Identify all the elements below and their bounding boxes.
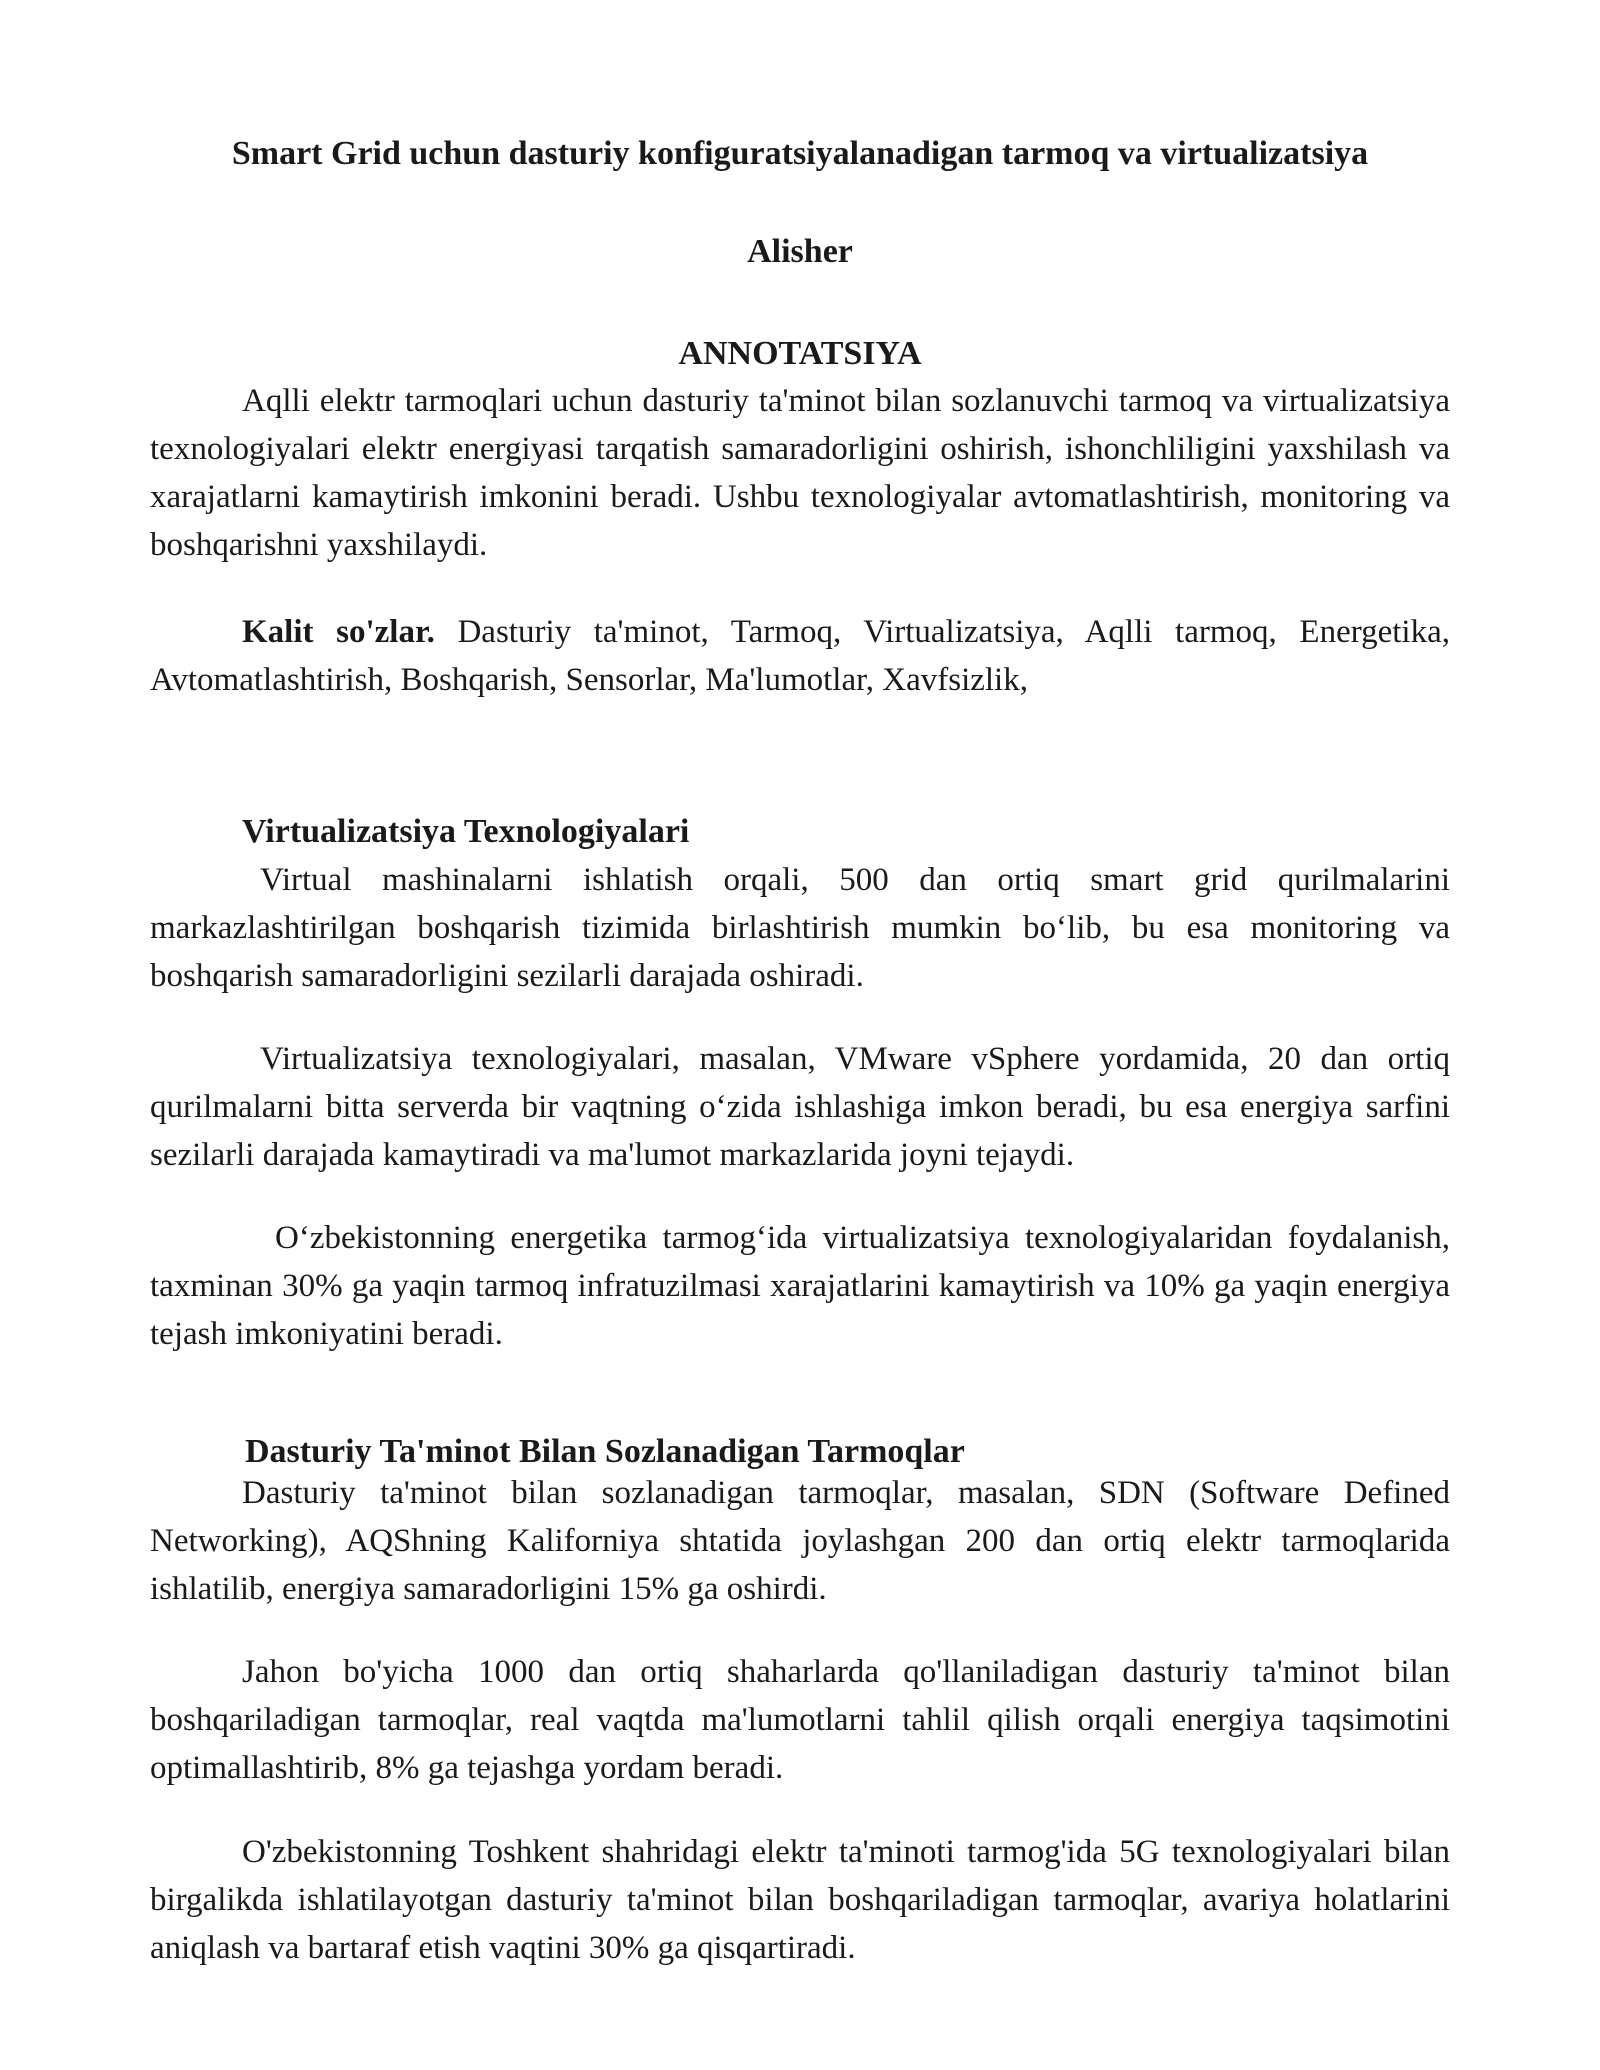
keywords-label: Kalit so'zlar. bbox=[242, 614, 435, 650]
keywords-paragraph bbox=[150, 608, 1450, 704]
paper-title: Smart Grid uchun dasturiy konfiguratsiyalanadigan tarmoq va virtualizatsiya bbox=[231, 135, 1369, 172]
section-paragraph: Virtualizatsiya texnologiyalari, masalan, VMware vSphere yordamida, 20 dan ortiq qurilmalarni bitta serverda bir vaqtning o‘zida ishlashiga imkon beradi, bu esa energiya sarfini sezilarli darajada kamaytiradi va ma'lumot markazlarida joyni tejaydi. bbox=[150, 1041, 1450, 1173]
section-paragraph: Jahon bo'yicha 1000 dan ortiq shaharlarda qo'llaniladigan dasturiy ta'minot bilan boshqariladigan tarmoqlar, real vaqtda ma'lumotlarni tahlil qilish orqali energiya taqsimotini optimallashtirib, 8% ga tejashga yordam beradi. bbox=[150, 1654, 1450, 1786]
section-paragraph: O'zbekistonning Toshkent shahridagi elektr ta'minoti tarmog'ida 5G texnologiyalari bilan birgalikda ishlatilayotgan dasturiy ta'minot bilan boshqariladigan tarmoqlar, avariya holatlarini aniqlash va bartaraf etish vaqtini 30% ga qisqartiradi. bbox=[150, 1834, 1450, 1966]
author-name: Alisher bbox=[747, 233, 853, 270]
section-paragraph: Virtual mashinalarni ishlatish orqali, 500 dan ortiq smart grid qurilmalarini markazlashtirilgan boshqarish tizimida birlashtirish mumkin bo‘lib, bu esa monitoring va boshqarish samaradorligini sezilarli darajada oshiradi. bbox=[150, 862, 1450, 994]
section-paragraph: O‘zbekistonning energetika tarmog‘ida virtualizatsiya texnologiyalaridan foydalanish, taxminan 30% ga yaqin tarmoq infratuzilmasi xarajatlarini kamaytirish va 10% ga yaqin energiya tejash imkoniyatini beradi. bbox=[150, 1220, 1450, 1352]
section-heading-sdn: Dasturiy Ta'minot Bilan Sozlanadigan Tarmoqlar bbox=[245, 1433, 965, 1470]
section-heading-virtualization: Virtualizatsiya Texnologiyalari bbox=[242, 813, 690, 850]
annotation-text: Aqlli elektr tarmoqlari uchun dasturiy ta'minot bilan sozlanuvchi tarmoq va virtualizatsiya texnologiyalari elektr energiyasi tarqatish samaradorligini oshirish, ishonchliligini yaxshilash va xarajatlarni kamaytirish imkonini beradi. Ushbu texnologiyalar avtomatlashtirish, monitoring va boshqarishni yaxshilaydi. bbox=[150, 383, 1450, 563]
annotation-heading: ANNOTATSIYA bbox=[678, 335, 922, 372]
section-paragraph: Dasturiy ta'minot bilan sozlanadigan tarmoqlar, masalan, SDN (Software Defined Networking), AQShning Kaliforniya shtatida joylashgan 200 dan ortiq elektr tarmoqlarida ishlatilib, energiya samaradorligini 15% ga oshirdi. bbox=[150, 1475, 1450, 1607]
keywords-text: Dasturiy ta'minot, Tarmoq, Virtualizatsiya, Aqlli tarmoq, Energetika, Avtomatlashtirish, Boshqarish, Sensorlar, Ma'lumotlar, Xavfsizlik, bbox=[150, 614, 1450, 698]
